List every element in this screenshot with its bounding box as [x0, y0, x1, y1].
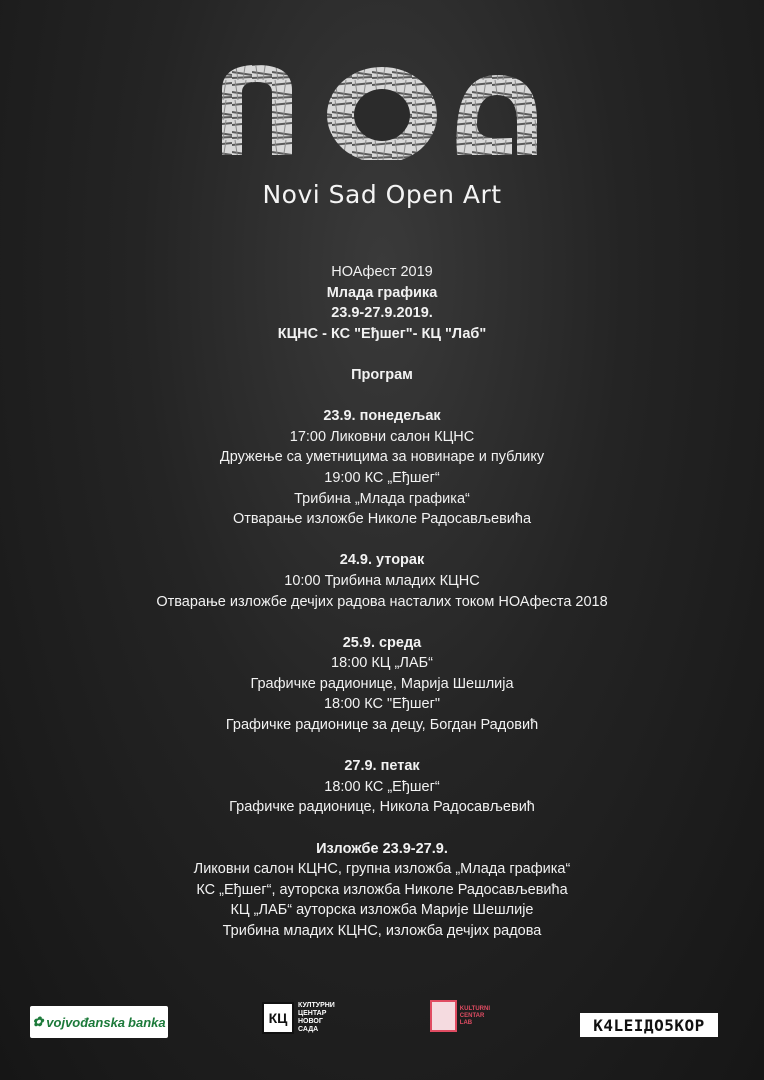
- day-line: Отварање изложбе дечјих радова насталих током НОАфеста 2018: [156, 593, 608, 610]
- sponsor-logos: [0, 995, 764, 1055]
- kcns-mark: КЦ: [262, 1002, 294, 1034]
- kcns-logo: [262, 998, 340, 1038]
- intro-line: Млада графика: [326, 284, 438, 301]
- exhibition-line: КЦ „ЛАБ“ ауторска изложба Марије Шешлије: [230, 902, 534, 919]
- day-line: Графичке радионице, Марија Шешлија: [250, 675, 514, 692]
- program-heading: Програм: [351, 366, 413, 383]
- day-line: 17:00 Ликовни салон КЦНС: [289, 428, 475, 445]
- vojvodjanska-banka-logo: ✿ vojvođanska banka: [30, 1006, 168, 1038]
- exhibition-line: КС „Еђшег“, ауторска изложба Николе Радосављевића: [196, 881, 568, 898]
- festival-logo: [0, 40, 764, 160]
- exhibitions-title: Изложбе 23.9-27.9.: [316, 840, 448, 857]
- day-line: 19:00 КС „Еђшег“: [324, 469, 440, 486]
- lab-mark: [430, 1000, 457, 1032]
- kc-lab-logo: [430, 998, 490, 1034]
- intro-line: НОАфест 2019: [331, 264, 433, 280]
- day-line: 18:00 КЦ „ЛАБ“: [331, 655, 433, 672]
- kcns-text: КУЛТУРНИ ЦЕНТАР НОВОГ САДА: [298, 1002, 335, 1033]
- intro-line: КЦНС - КС "Еђшег"- КЦ "Лаб": [277, 325, 487, 342]
- festival-subtitle: Novi Sad Open Art: [262, 180, 502, 209]
- day-line: 18:00 КС „Еђшег“: [324, 778, 440, 795]
- day-title: 25.9. среда: [342, 634, 422, 651]
- day-line: 10:00 Трибина младих КЦНС: [284, 572, 480, 589]
- exhibition-line: Ликовни салон КЦНС, групна изложба „Млада графика“: [193, 861, 571, 878]
- intro-line: 23.9-27.9.2019.: [331, 305, 433, 322]
- lab-text: KULTURNI CENTAR LAB: [459, 1005, 490, 1026]
- day-line: Графичке радионице, Никола Радосављевић: [229, 799, 535, 816]
- bank-leaf-icon: ✿: [32, 1014, 44, 1029]
- day-line: Графичке радионице за децу, Богдан Радовић: [225, 717, 539, 734]
- program-text: [0, 262, 764, 942]
- kaleidoskop-logo: K4LEIДO5KOP: [580, 1013, 718, 1037]
- noa-logo-graphic: [212, 40, 552, 160]
- day-title: 23.9. понедељак: [323, 408, 441, 425]
- day-line: Отварање изложбе Николе Радосављевића: [232, 511, 532, 528]
- exhibition-line: Трибина младих КЦНС, изложба дечјих радова: [222, 923, 542, 939]
- day-title: 27.9. петак: [344, 758, 420, 775]
- day-title: 24.9. уторак: [339, 552, 425, 569]
- day-line: Дружење са уметницима за новинаре и публику: [219, 449, 545, 466]
- day-line: 18:00 КС "Еђшег": [323, 696, 441, 713]
- day-line: Трибина „Млада графика“: [294, 490, 470, 507]
